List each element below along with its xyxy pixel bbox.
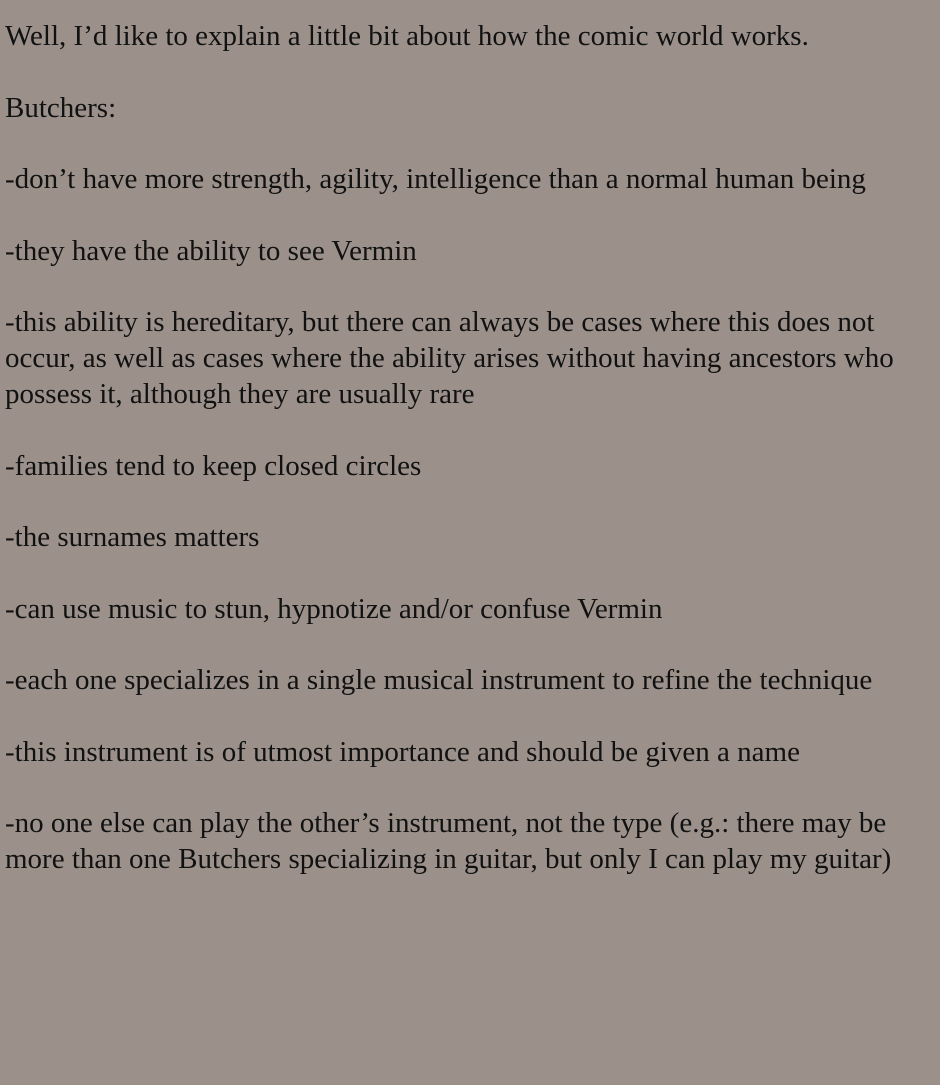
list-item-instrument-name: -this instrument is of utmost importance and should be given a name: [5, 735, 800, 768]
list-item-hereditary: -this ability is hereditary, but there can always be cases where this does not occur, as well as cases where the ability arises without having ancestors who possess it, although they are usually rare: [5, 306, 894, 410]
list-item-surnames: -the surnames matters: [5, 521, 260, 553]
section-heading-butchers: Butchers:: [5, 91, 117, 124]
list-item-no-one-else: -no one else can play the other’s instrument, not the type (e.g.: there may be more than one Butchers specializing in guitar, but only I can play my guitar): [5, 807, 892, 875]
document-body: [5, 18, 930, 913]
list-item-see-vermin: -they have the ability to see Vermin: [5, 234, 417, 267]
list-item-music: -can use music to stun, hypnotize and/or confuse Vermin: [5, 592, 663, 625]
list-item-strength: -don’t have more strength, agility, intelligence than a normal human being: [5, 163, 866, 195]
list-item-closed-circles: -families tend to keep closed circles: [5, 449, 422, 482]
list-item-instrument-specialty: -each one specializes in a single musical instrument to refine the technique: [5, 664, 873, 696]
intro-paragraph: Well, I’d like to explain a little bit about how the comic world works.: [5, 20, 809, 52]
